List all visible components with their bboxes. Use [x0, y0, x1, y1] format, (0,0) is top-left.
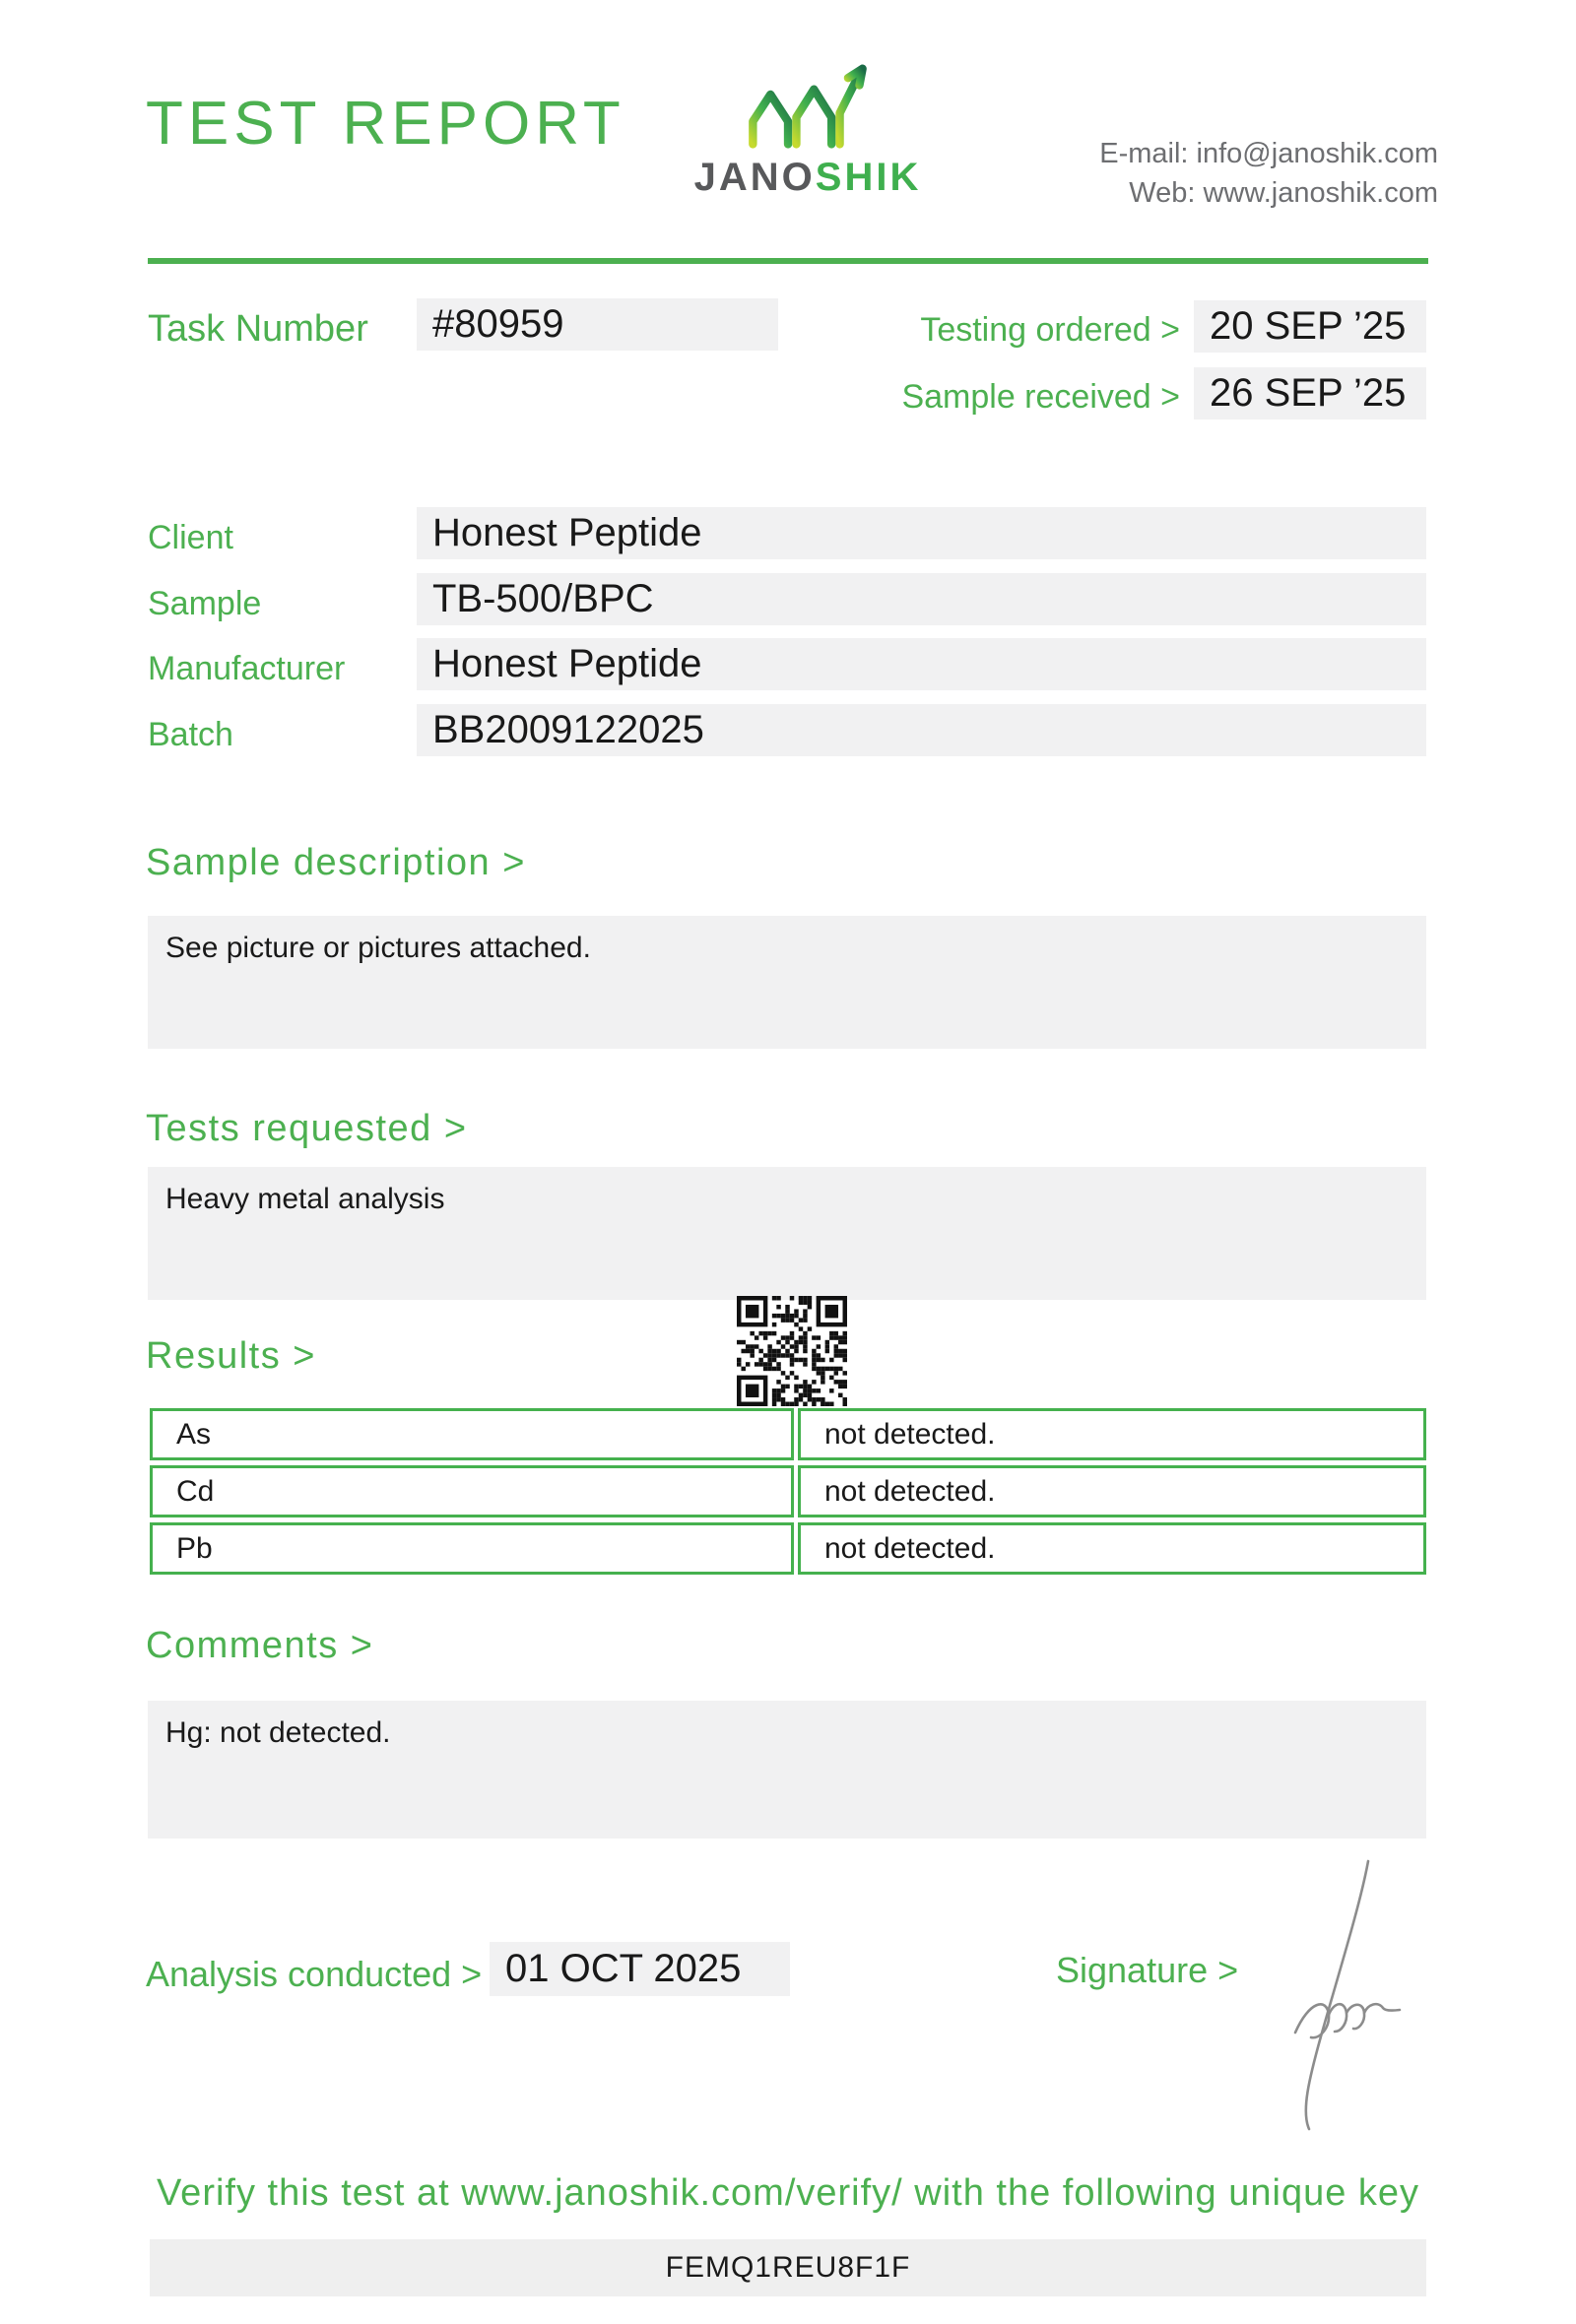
- result-row-value: not detected.: [798, 1522, 1426, 1575]
- sample-value: TB-500/BPC: [417, 573, 1426, 625]
- contact-email: E-mail: info@janoshik.com: [1099, 138, 1438, 169]
- sample-label: Sample: [148, 585, 262, 622]
- result-row-analyte: As: [150, 1408, 794, 1460]
- verify-instruction: Verify this test at www.janoshik.com/verify/ with the following unique key: [156, 2172, 1420, 2214]
- comments-box: Hg: not detected.: [148, 1701, 1426, 1839]
- comments-heading: Comments >: [146, 1625, 374, 1666]
- sample-description-box: See picture or pictures attached.: [148, 916, 1426, 1049]
- task-number-value: #80959: [417, 298, 778, 351]
- sample-received-label: Sample received >: [901, 378, 1180, 416]
- manufacturer-label: Manufacturer: [148, 650, 346, 687]
- analysis-conducted-label: Analysis conducted >: [146, 1954, 483, 1994]
- logo-chart-icon: [746, 61, 870, 150]
- qr-code: [737, 1296, 847, 1406]
- contact-info: [1099, 134, 1438, 213]
- tests-requested-box: Heavy metal analysis: [148, 1167, 1426, 1300]
- brand-wordmark: [680, 156, 936, 200]
- analysis-conducted-value: 01 OCT 2025: [490, 1942, 790, 1996]
- sample-description-heading: Sample description >: [146, 842, 526, 883]
- client-value: Honest Peptide: [417, 507, 1426, 559]
- header-divider: [148, 258, 1428, 264]
- verify-key: FEMQ1REU8F1F: [150, 2239, 1426, 2296]
- testing-ordered-value: 20 SEP ’25: [1194, 300, 1426, 353]
- batch-value: BB2009122025: [417, 704, 1426, 756]
- sample-received-value: 26 SEP ’25: [1194, 367, 1426, 420]
- janoshik-logo: [680, 61, 936, 200]
- manufacturer-value: Honest Peptide: [417, 638, 1426, 690]
- brand-shik: SHIK: [815, 156, 922, 199]
- signature-image: [1266, 1853, 1413, 2139]
- result-row-value: not detected.: [798, 1465, 1426, 1517]
- result-row-analyte: Pb: [150, 1522, 794, 1575]
- results-heading: Results >: [146, 1335, 316, 1377]
- page-title: TEST REPORT: [146, 90, 625, 158]
- result-row-value: not detected.: [798, 1408, 1426, 1460]
- client-label: Client: [148, 519, 233, 556]
- brand-jano: JANO: [693, 156, 816, 199]
- testing-ordered-label: Testing ordered >: [920, 311, 1180, 349]
- contact-web: Web: www.janoshik.com: [1129, 177, 1438, 209]
- tests-requested-heading: Tests requested >: [146, 1108, 468, 1149]
- result-row-analyte: Cd: [150, 1465, 794, 1517]
- signature-label: Signature >: [1056, 1950, 1239, 1990]
- batch-label: Batch: [148, 716, 233, 753]
- task-number-label: Task Number: [148, 308, 368, 350]
